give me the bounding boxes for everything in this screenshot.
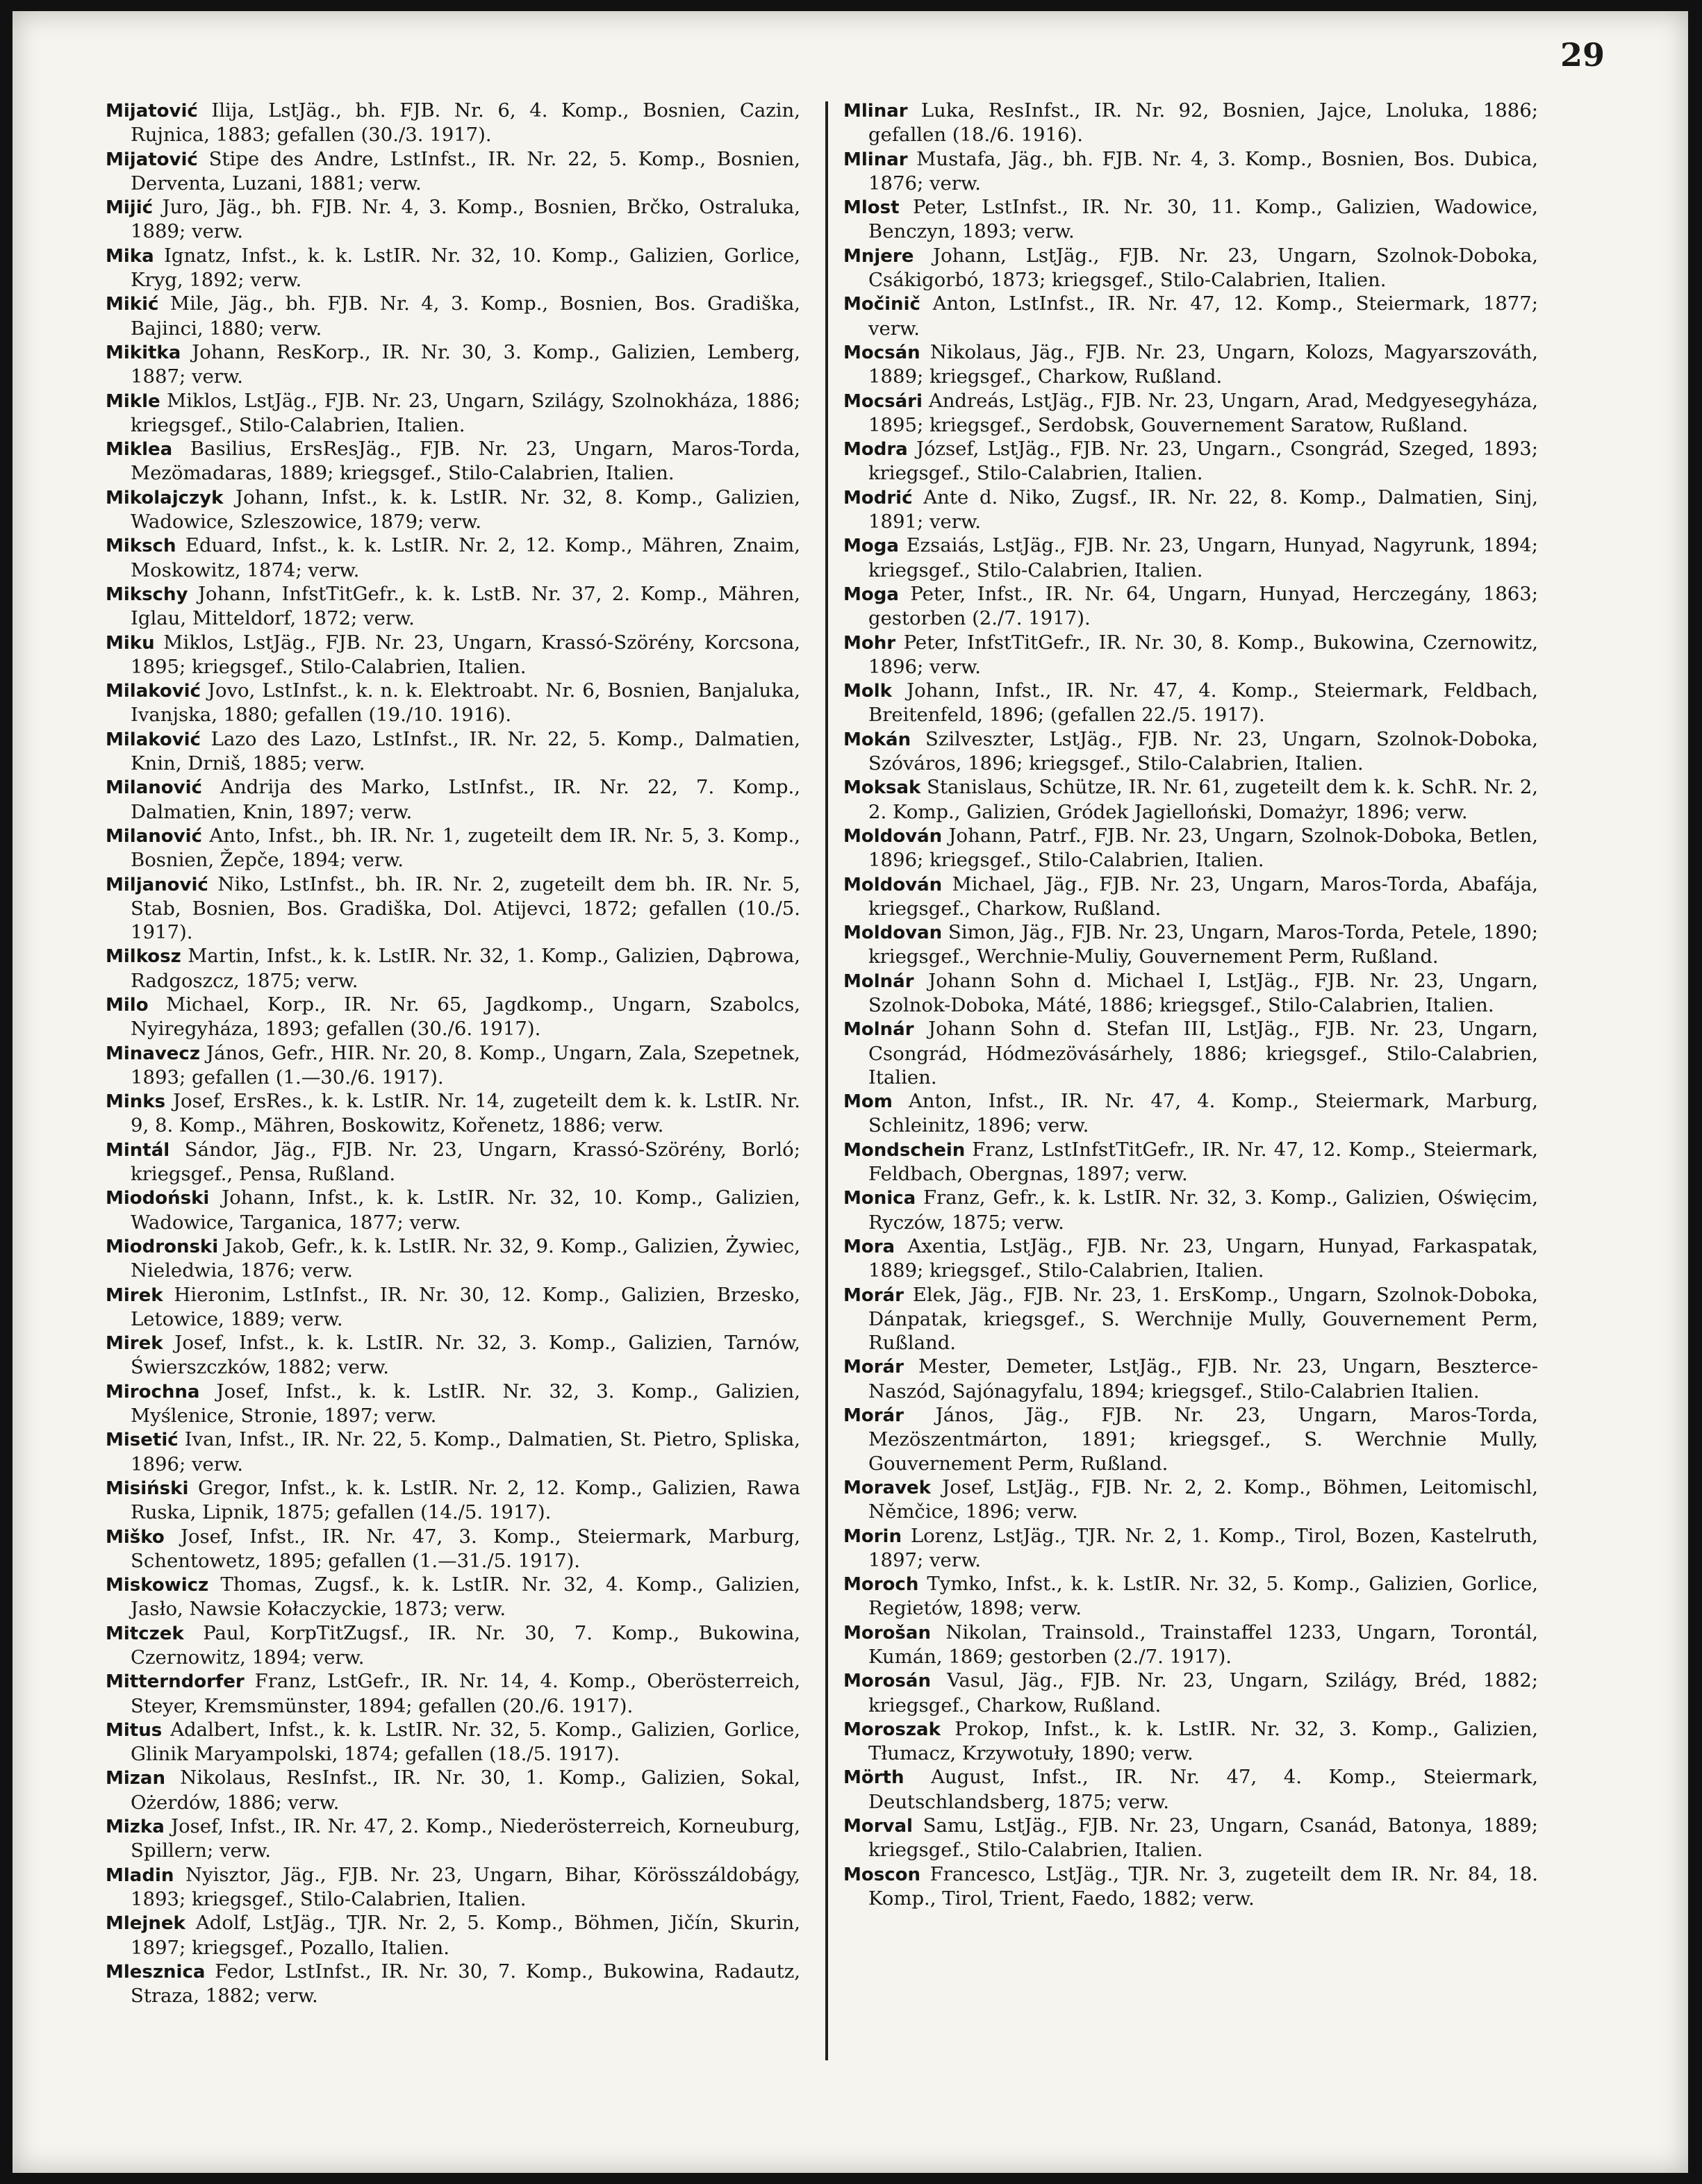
register-entry <box>106 1525 800 1573</box>
entry-details: Johann, LstJäg., FJB. Nr. 23, Ungarn, Szolnok-Doboka, Csákigorbó, 1873; kriegsgef., Stilo-Calabrien, Italien. <box>868 244 1538 292</box>
entry-surname: Mocsári <box>843 390 923 412</box>
entry-surname: Mlinar <box>843 101 908 122</box>
entry-details: Franz, LstInfstTitGefr., IR. Nr. 47, 12. Komp., Steiermark, Feldbach, Obergnas, 1897; verw. <box>868 1138 1538 1186</box>
entry-surname: Morin <box>843 1525 902 1547</box>
register-entry <box>843 679 1538 727</box>
entry-details: Peter, Infst., IR. Nr. 64, Ungarn, Hunyad, Herczegány, 1863; gestorben (2./7. 1917). <box>868 582 1538 630</box>
entry-surname: Mirek <box>106 1333 163 1355</box>
entry-surname: Miku <box>106 632 155 654</box>
entry-surname: Miodoński <box>106 1188 210 1209</box>
entry-surname: Minavecz <box>106 1043 200 1064</box>
entry-details: Sándor, Jäg., FJB. Nr. 23, Ungarn, Krassó-Szörény, Borló; kriegsgef., Pensa, Rußland. <box>131 1138 800 1186</box>
register-entry <box>106 389 800 438</box>
entry-details: Luka, ResInfst., IR. Nr. 92, Bosnien, Jajce, Lnoluka, 1886; gefallen (18./6. 1916). <box>868 99 1538 147</box>
entry-surname: Mondschein <box>843 1139 966 1161</box>
entry-details: Eduard, Infst., k. k. LstIR. Nr. 2, 12. Komp., Mähren, Znaim, Moskowitz, 1874; verw. <box>131 534 800 581</box>
entry-surname: Mikle <box>106 390 160 412</box>
entry-surname: Moldován <box>843 825 943 847</box>
entry-details: Niko, LstInfst., bh. IR. Nr. 2, zugeteilt dem bh. IR. Nr. 5, Stab, Bosnien, Bos. Gradiška, Dol. Atijevci, 1872; gefallen (10./5. 1917). <box>131 872 800 944</box>
entry-surname: Milkosz <box>106 946 181 968</box>
entry-surname: Moroch <box>843 1574 919 1596</box>
entry-surname: Miljanović <box>106 874 208 895</box>
entry-details: Axentia, LstJäg., FJB. Nr. 23, Ungarn, Hunyad, Farkaspatak, 1889; kriegsgef., Stilo-Calabrien, Italien. <box>868 1234 1538 1282</box>
register-entry <box>843 1669 1538 1717</box>
register-entry <box>106 1428 800 1476</box>
entry-surname: Morár <box>843 1405 904 1427</box>
register-entry <box>106 1718 800 1767</box>
entry-surname: Monica <box>843 1188 916 1209</box>
entry-details: Fedor, LstInfst., IR. Nr. 30, 7. Komp., Bukowina, Radautz, Straza, 1882; verw. <box>131 1960 800 2008</box>
entry-details: Johann Sohn d. Michael I, LstJäg., FJB. Nr. 23, Ungarn, Szolnok-Doboka, Máté, 1886; kriegsgef., Stilo-Calabrien, Italien. <box>868 969 1538 1016</box>
register-entry <box>843 969 1538 1018</box>
register-entry <box>106 244 800 292</box>
register-entry <box>106 582 800 631</box>
entry-surname: Mirek <box>106 1284 163 1306</box>
register-entry <box>843 1355 1538 1403</box>
register-entry <box>843 1572 1538 1621</box>
entry-details: August, Infst., IR. Nr. 47, 4. Komp., Steiermark, Deutschlandsberg, 1875; verw. <box>868 1766 1538 1813</box>
register-entry <box>106 944 800 993</box>
entry-details: Tymko, Infst., k. k. LstIR. Nr. 32, 5. Komp., Galizien, Gorlice, Regietów, 1898; verw. <box>868 1573 1538 1620</box>
register-entry <box>843 486 1538 534</box>
entry-details: Nyisztor, Jäg., FJB. Nr. 23, Ungarn, Bihar, Körösszáldobágy, 1893; kriegsgef., Stilo-Calabrien, Italien. <box>131 1863 800 1910</box>
entry-surname: Milaković <box>106 681 201 702</box>
entry-surname: Molnár <box>843 970 914 992</box>
entry-details: Jovo, LstInfst., k. n. k. Elektroabt. Nr. 6, Bosnien, Banjaluka, Ivanjska, 1880; gefallen (19./10. 1916). <box>131 679 800 727</box>
register-entry <box>843 99 1538 147</box>
entry-surname: Morosán <box>843 1671 931 1692</box>
entry-surname: Mikić <box>106 294 159 315</box>
entry-details: Simon, Jäg., FJB. Nr. 23, Ungarn, Maros-Torda, Petele, 1890; kriegsgef., Werchnie-Muliy, Gouvernement Perm, Rußland. <box>868 921 1538 968</box>
entry-details: Mile, Jäg., bh. FJB. Nr. 4, 3. Komp., Bosnien, Bos. Gradiška, Bajinci, 1880; verw. <box>131 292 800 340</box>
register-entry <box>843 147 1538 196</box>
register-entry <box>843 1717 1538 1766</box>
entry-details: János, Jäg., FJB. Nr. 23, Ungarn, Maros-Torda, Mezöszentmárton, 1891; kriegsgef., S. Werchnie Mully, Gouvernement Perm, Rußland. <box>868 1404 1538 1475</box>
entry-surname: Moravek <box>843 1477 931 1498</box>
entry-details: Nikolan, Trainsold., Trainstaffel 1233, Ungarn, Torontál, Kumán, 1869; gestorben (2./7. 1917). <box>868 1621 1538 1668</box>
register-entry <box>106 1911 800 1960</box>
register-entry <box>843 1765 1538 1814</box>
entry-surname: Mikschy <box>106 584 188 605</box>
entry-surname: Mijatović <box>106 101 198 122</box>
register-entry <box>106 147 800 196</box>
register-entry <box>843 775 1538 824</box>
entry-surname: Mora <box>843 1236 895 1257</box>
register-entry <box>843 437 1538 486</box>
register-entry <box>843 872 1538 921</box>
entry-surname: Morval <box>843 1816 913 1837</box>
entry-details: Johann, InfstTitGefr., k. k. LstB. Nr. 37, 2. Komp., Mähren, Iglau, Mitteldorf, 1872; verw. <box>131 582 800 630</box>
entry-surname: Mirochna <box>106 1381 200 1403</box>
entry-details: Ilija, LstJäg., bh. FJB. Nr. 6, 4. Komp., Bosnien, Cazin, Rujnica, 1883; gefallen (30./3. 1917). <box>131 99 800 147</box>
entry-details: Josef, Infst., k. k. LstIR. Nr. 32, 3. Komp., Galizien, Tarnów, Świerszczków, 1882; verw. <box>131 1332 800 1379</box>
entry-details: Johann, ResKorp., IR. Nr. 30, 3. Komp., Galizien, Lemberg, 1887; verw. <box>131 340 800 388</box>
entry-details: Elek, Jäg., FJB. Nr. 23, 1. ErsKomp., Ungarn, Szolnok-Doboka, Dánpatak, kriegsgef., S. Werchnije Mully, Gouvernement Perm, Rußland. <box>868 1283 1538 1355</box>
register-entry <box>843 1524 1538 1573</box>
entry-details: Lorenz, LstJäg., TJR. Nr. 2, 1. Komp., Tirol, Bozen, Kastelruth, 1897; verw. <box>868 1524 1538 1571</box>
entry-surname: Miodronski <box>106 1236 219 1257</box>
entry-details: Josef, Infst., IR. Nr. 47, 3. Komp., Steiermark, Marburg, Schentowetz, 1895; gefallen (1.—31./5. 1917). <box>131 1525 800 1572</box>
entry-surname: Moldován <box>843 874 943 895</box>
entry-surname: Moga <box>843 584 899 605</box>
entry-surname: Mikolajczyk <box>106 487 224 508</box>
entry-details: Peter, InfstTitGefr., IR. Nr. 30, 8. Komp., Bukowina, Czernowitz, 1896; verw. <box>868 631 1538 678</box>
entry-details: Stipe des Andre, LstInfst., IR. Nr. 22, 5. Komp., Bosnien, Derventa, Luzani, 1881; verw. <box>131 147 800 195</box>
entry-details: Michael, Korp., IR. Nr. 65, Jagdkomp., Ungarn, Szabolcs, Nyiregyháza, 1893; gefallen (30./6. 1917). <box>131 993 800 1041</box>
entry-details: Nikolaus, ResInfst., IR. Nr. 30, 1. Komp., Galizien, Sokal, Ożerdów, 1886; verw. <box>131 1767 800 1814</box>
entry-details: Josef, ErsRes., k. k. LstIR. Nr. 14, zugeteilt dem k. k. LstIR. Nr. 9, 8. Komp., Mähren, Boskowitz, Kořenetz, 1886; verw. <box>131 1090 800 1137</box>
register-entry <box>843 389 1538 438</box>
entry-details: Samu, LstJäg., FJB. Nr. 23, Ungarn, Csanád, Batonya, 1889; kriegsgef., Stilo-Calabrien, Italien. <box>868 1814 1538 1862</box>
entry-details: Andreás, LstJäg., FJB. Nr. 23, Ungarn, Arad, Medgyesegyháza, 1895; kriegsgef., Serdobsk, Gouvernement Saratow, Rußland. <box>868 389 1538 436</box>
entry-surname: Milanović <box>106 825 202 847</box>
entry-details: Ignatz, Infst., k. k. LstIR. Nr. 32, 10. Komp., Galizien, Gorlice, Kryg, 1892; verw. <box>131 244 800 292</box>
entry-details: Franz, LstGefr., IR. Nr. 14, 4. Komp., Oberösterreich, Steyer, Kremsmünster, 1894; gefallen (20./6. 1917). <box>131 1670 800 1717</box>
entry-surname: Minks <box>106 1091 166 1113</box>
entry-surname: Morošan <box>843 1622 931 1644</box>
left-column <box>106 99 800 2008</box>
register-entry <box>106 727 800 776</box>
register-entry <box>843 727 1538 776</box>
entry-details: Anto, Infst., bh. IR. Nr. 1, zugeteilt dem IR. Nr. 5, 3. Komp., Bosnien, Žepče, 1894; verw. <box>131 824 800 872</box>
entry-details: Peter, LstInfst., IR. Nr. 30, 11. Komp., Galizien, Wadowice, Benczyn, 1893; verw. <box>868 196 1538 243</box>
entry-details: Johann, Infst., k. k. LstIR. Nr. 32, 8. Komp., Galizien, Wadowice, Szleszowice, 1879; verw. <box>131 486 800 533</box>
entry-surname: Mlost <box>843 197 900 219</box>
register-entry <box>106 1283 800 1332</box>
register-entry <box>843 1475 1538 1524</box>
entry-details: Franz, Gefr., k. k. LstIR. Nr. 32, 3. Komp., Galizien, Oświęcim, Ryczów, 1875; verw. <box>868 1186 1538 1234</box>
entry-details: Andrija des Marko, LstInfst., IR. Nr. 22, 7. Komp., Dalmatien, Knin, 1897; verw. <box>131 776 800 823</box>
entry-details: Johann, Infst., IR. Nr. 47, 4. Komp., Steiermark, Feldbach, Breitenfeld, 1896; (gefallen 22./5. 1917). <box>868 679 1538 727</box>
entry-surname: Modra <box>843 439 908 461</box>
entry-details: Prokop, Infst., k. k. LstIR. Nr. 32, 3. Komp., Galizien, Tłumacz, Krzywotuły, 1890; verw. <box>868 1717 1538 1765</box>
entry-details: Ante d. Niko, Zugsf., IR. Nr. 22, 8. Komp., Dalmatien, Sinj, 1891; verw. <box>868 486 1538 533</box>
entry-details: Ivan, Infst., IR. Nr. 22, 5. Komp., Dalmatien, St. Pietro, Spliska, 1896; verw. <box>131 1428 800 1475</box>
register-entry <box>106 679 800 727</box>
entry-surname: Mlejnek <box>106 1913 185 1935</box>
entry-surname: Miskowicz <box>106 1575 209 1596</box>
entry-surname: Molk <box>843 681 892 702</box>
entry-surname: Miksch <box>106 536 176 557</box>
register-entry <box>106 1186 800 1234</box>
entry-surname: Moga <box>843 536 899 557</box>
entry-surname: Milo <box>106 994 149 1016</box>
entry-surname: Miklea <box>106 439 173 461</box>
entry-details: Josef, Infst., IR. Nr. 47, 2. Komp., Niederösterreich, Korneuburg, Spillern; verw. <box>131 1815 800 1862</box>
entry-surname: Mlesznica <box>106 1961 206 1983</box>
entry-details: Francesco, LstJäg., TJR. Nr. 3, zugeteilt dem IR. Nr. 84, 18. Komp., Tirol, Trient, Faedo, 1882; verw. <box>868 1862 1538 1910</box>
register-entry <box>843 292 1538 340</box>
register-entry <box>843 340 1538 389</box>
entry-details: Miklos, LstJäg., FJB. Nr. 23, Ungarn, Szilágy, Szolnokháza, 1886; kriegsgef., Stilo-Calabrien, Italien. <box>131 389 800 436</box>
register-entry <box>106 775 800 824</box>
register-entry <box>106 631 800 679</box>
entry-surname: Moroszak <box>843 1719 941 1740</box>
register-entry <box>106 1621 800 1670</box>
entry-details: Jakob, Gefr., k. k. LstIR. Nr. 32, 9. Komp., Galizien, Żywiec, Nieledwia, 1876; verw. <box>131 1234 800 1282</box>
register-entry <box>106 292 800 340</box>
entry-surname: Morár <box>843 1284 904 1306</box>
entry-details: Vasul, Jäg., FJB. Nr. 23, Ungarn, Szilágy, Bréd, 1882; kriegsgef., Charkow, Rußland. <box>868 1669 1538 1716</box>
entry-details: Ezsaiás, LstJäg., FJB. Nr. 23, Ungarn, Hunyad, Nagyrunk, 1894; kriegsgef., Stilo-Calabrien, Italien. <box>868 534 1538 581</box>
entry-details: János, Gefr., HIR. Nr. 20, 8. Komp., Ungarn, Zala, Szepetnek, 1893; gefallen (1.—30./6. 1917). <box>131 1041 800 1089</box>
entry-details: Martin, Infst., k. k. LstIR. Nr. 32, 1. Komp., Galizien, Dąbrowa, Radgoszcz, 1875; verw. <box>131 945 800 992</box>
register-entry <box>106 1234 800 1283</box>
entry-details: Johann, Patrf., FJB. Nr. 23, Ungarn, Szolnok-Doboka, Betlen, 1896; kriegsgef., Stilo-Calabrien, Italien. <box>868 824 1538 872</box>
entry-details: Thomas, Zugsf., k. k. LstIR. Nr. 32, 4. Komp., Galizien, Jasło, Nawsie Kołaczyckie, 1873; verw. <box>131 1573 800 1621</box>
column-divider <box>825 101 828 2060</box>
entry-details: Hieronim, LstInfst., IR. Nr. 30, 12. Komp., Galizien, Brzesko, Letowice, 1889; verw. <box>131 1283 800 1330</box>
right-column <box>843 99 1538 1910</box>
register-entry <box>106 195 800 244</box>
register-entry <box>106 1960 800 2008</box>
register-entry <box>106 872 800 945</box>
register-entry <box>106 1331 800 1380</box>
entry-surname: Molnár <box>843 1019 914 1041</box>
register-entry <box>106 1669 800 1718</box>
entry-surname: Moscon <box>843 1864 920 1885</box>
register-entry <box>106 1476 800 1525</box>
entry-surname: Mlinar <box>843 149 908 170</box>
entry-surname: Mitus <box>106 1719 163 1741</box>
entry-surname: Moldovan <box>843 923 943 944</box>
entry-details: Josef, Infst., k. k. LstIR. Nr. 32, 3. Komp., Galizien, Myślenice, Stronie, 1897; verw. <box>131 1380 800 1428</box>
entry-surname: Mikitka <box>106 342 181 363</box>
entry-details: Miklos, LstJäg., FJB. Nr. 23, Ungarn, Krassó-Szörény, Korcsona, 1895; kriegsgef., Stilo-Calabrien, Italien. <box>131 631 800 678</box>
entry-surname: Misetić <box>106 1430 179 1451</box>
entry-surname: Mika <box>106 245 154 267</box>
entry-details: Mester, Demeter, LstJäg., FJB. Nr. 23, Ungarn, Beszterce-Naszód, Sajónagyfalu, 1894; kriegsgef., Stilo-Calabrien Italien. <box>868 1355 1538 1403</box>
entry-details: Szilveszter, LstJäg., FJB. Nr. 23, Ungarn, Szolnok-Doboka, Szóváros, 1896; kriegsgef., Stilo-Calabrien, Italien. <box>868 727 1538 775</box>
entry-details: Johann, Infst., k. k. LstIR. Nr. 32, 10. Komp., Galizien, Wadowice, Targanica, 1877; verw. <box>131 1186 800 1234</box>
register-entry <box>843 1283 1538 1355</box>
register-entry <box>843 1186 1538 1234</box>
register-entry <box>843 582 1538 631</box>
register-entry <box>106 1814 800 1863</box>
register-entry <box>106 340 800 389</box>
register-entry <box>843 195 1538 244</box>
entry-surname: Mintál <box>106 1139 170 1161</box>
entry-details: Adalbert, Infst., k. k. LstIR. Nr. 32, 5. Komp., Galizien, Gorlice, Glinik Maryampolski, 1874; gefallen (18./5. 1917). <box>131 1718 800 1766</box>
entry-details: Anton, LstInfst., IR. Nr. 47, 12. Komp., Steiermark, 1877; verw. <box>868 292 1538 340</box>
entry-details: Lazo des Lazo, LstInfst., IR. Nr. 22, 5. Komp., Dalmatien, Knin, Drniš, 1885; verw. <box>131 727 800 775</box>
register-entry <box>106 533 800 582</box>
entry-details: Stanislaus, Schütze, IR. Nr. 61, zugeteilt dem k. k. SchR. Nr. 2, 2. Komp., Galizien, Gródek Jagielloński, Domażyr, 1896; verw. <box>868 776 1538 823</box>
entry-surname: Mohr <box>843 632 896 654</box>
entry-details: Josef, LstJäg., FJB. Nr. 2, 2. Komp., Böhmen, Leitomischl, Němčice, 1896; verw. <box>868 1475 1538 1523</box>
register-entry <box>843 533 1538 582</box>
entry-surname: Mokán <box>843 729 911 750</box>
register-entry <box>843 1862 1538 1911</box>
register-entry <box>106 824 800 872</box>
entry-details: Paul, KorpTitZugsf., IR. Nr. 30, 7. Komp., Bukowina, Czernowitz, 1894; verw. <box>131 1621 800 1669</box>
entry-surname: Modrić <box>843 487 913 508</box>
document-page <box>13 11 1688 2173</box>
entry-details: Michael, Jäg., FJB. Nr. 23, Ungarn, Maros-Torda, Abafája, kriegsgef., Charkow, Rußland. <box>868 872 1538 920</box>
register-entry <box>843 1234 1538 1283</box>
entry-surname: Milanović <box>106 777 202 799</box>
entry-surname: Milaković <box>106 729 201 750</box>
register-entry <box>843 824 1538 872</box>
entry-details: Juro, Jäg., bh. FJB. Nr. 4, 3. Komp., Bosnien, Brčko, Ostraluka, 1889; verw. <box>131 196 800 243</box>
entry-surname: Mizka <box>106 1817 165 1838</box>
register-entry <box>843 244 1538 292</box>
entry-details: Mustafa, Jäg., bh. FJB. Nr. 4, 3. Komp., Bosnien, Bos. Dubica, 1876; verw. <box>868 147 1538 195</box>
entry-details: Adolf, LstJäg., TJR. Nr. 2, 5. Komp., Böhmen, Jičín, Skurin, 1897; kriegsgef., Pozallo, Italien. <box>131 1912 800 1959</box>
entry-details: Johann Sohn d. Stefan III, LstJäg., FJB. Nr. 23, Ungarn, Csongrád, Hódmezövásárhely, 1886; kriegsgef., Stilo-Calabrien, Italien. <box>868 1018 1538 1089</box>
entry-surname: Mijatović <box>106 149 198 170</box>
register-entry <box>106 993 800 1041</box>
entry-surname: Miško <box>106 1526 165 1548</box>
entry-surname: Mitczek <box>106 1623 184 1644</box>
register-entry <box>106 1766 800 1814</box>
register-entry <box>106 1089 800 1138</box>
entry-surname: Morár <box>843 1357 904 1378</box>
register-entry <box>106 1041 800 1090</box>
register-entry <box>106 1573 800 1621</box>
entry-surname: Misiński <box>106 1478 189 1499</box>
register-entry <box>106 99 800 147</box>
entry-surname: Mörth <box>843 1767 904 1789</box>
register-entry <box>843 1138 1538 1186</box>
entry-details: Basilius, ErsResJäg., FJB. Nr. 23, Ungarn, Maros-Torda, Mezömadaras, 1889; kriegsgef., Stilo-Calabrien, Italien. <box>131 438 800 485</box>
entry-surname: Mom <box>843 1091 893 1113</box>
entry-surname: Močinič <box>843 294 920 315</box>
register-entry <box>843 920 1538 969</box>
register-entry <box>106 486 800 534</box>
register-entry <box>106 1863 800 1912</box>
entry-details: Gregor, Infst., k. k. LstIR. Nr. 2, 12. Komp., Galizien, Rawa Ruska, Lipnik, 1875; gefallen (14./5. 1917). <box>131 1476 800 1524</box>
entry-details: Anton, Infst., IR. Nr. 47, 4. Komp., Steiermark, Marburg, Schleinitz, 1896; verw. <box>868 1090 1538 1137</box>
register-entry <box>843 1621 1538 1669</box>
register-entry <box>843 1017 1538 1089</box>
entry-surname: Mijić <box>106 197 154 219</box>
register-entry <box>843 1403 1538 1475</box>
register-entry <box>106 1138 800 1186</box>
entry-surname: Mocsán <box>843 342 920 363</box>
entry-surname: Mizan <box>106 1768 165 1789</box>
entry-surname: Mladin <box>106 1864 174 1886</box>
entry-surname: Mitterndorfer <box>106 1671 245 1693</box>
register-entry <box>843 631 1538 679</box>
register-entry <box>843 1089 1538 1138</box>
entry-details: Nikolaus, Jäg., FJB. Nr. 23, Ungarn, Kolozs, Magyarszováth, 1889; kriegsgef., Charkow, Rußland. <box>868 340 1538 388</box>
register-entry <box>106 1380 800 1428</box>
page-number: 29 <box>1560 36 1605 74</box>
entry-surname: Moksak <box>843 777 921 799</box>
register-entry <box>843 1814 1538 1862</box>
entry-details: József, LstJäg., FJB. Nr. 23, Ungarn., Csongrád, Szeged, 1893; kriegsgef., Stilo-Calabrien, Italien. <box>868 438 1538 485</box>
entry-surname: Mnjere <box>843 245 914 267</box>
register-entry <box>106 437 800 486</box>
